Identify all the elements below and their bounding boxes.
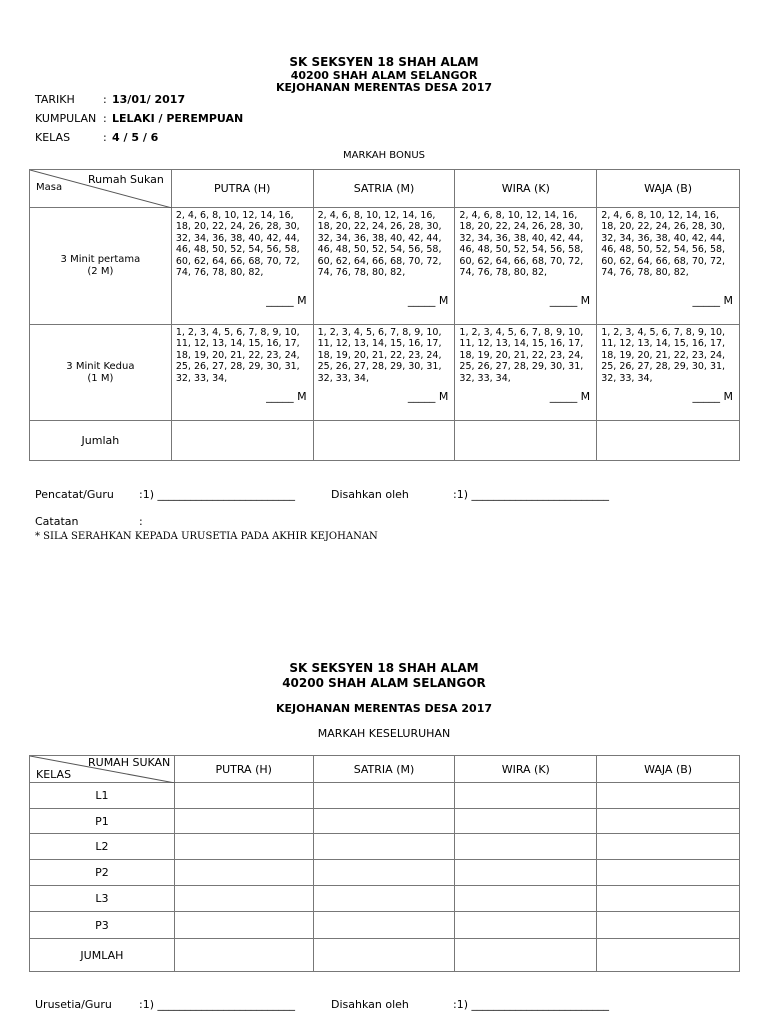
class-label: P2 [30,860,175,886]
score-cell[interactable] [597,834,740,860]
secretariat-signature-line[interactable]: :1) _________________________ [139,998,295,1011]
field-value-kelas: 4 / 5 / 6 [112,131,159,144]
score-cell[interactable] [455,834,597,860]
school-address: 40200 SHAH ALAM SELANGOR [290,69,478,82]
row-label [30,208,172,325]
event-title-2: KEJOHANAN MERENTAS DESA 2017 [275,702,493,715]
column-header-putra: PUTRA (H) [171,170,313,208]
score-cell[interactable] [313,860,455,886]
bonus-table [29,169,740,461]
class-label: L3 [30,886,175,912]
overall-table [29,755,740,972]
score-cell[interactable] [174,834,313,860]
table-row [30,783,740,809]
score-cell[interactable] [313,834,455,860]
row-label-title: 3 Minit Kedua [66,360,135,372]
score-cell[interactable] [455,912,597,939]
table-row [30,886,740,912]
column-header-waja: WAJA (B) [597,756,740,783]
number-list: 1, 2, 3, 4, 5, 6, 7, 8, 9, 10, 11, 12, 13, 14, 15, 16, 17, 18, 19, 20, 21, 22, 23, 24, 25, 26, 27, 28, 29, 30, 31, 32, 33, 34, [175,327,300,384]
secretariat-label: Urusetia/Guru [35,998,112,1011]
table-row [30,912,740,939]
score-cell[interactable] [313,783,455,809]
number-cell[interactable] [313,325,455,421]
event-title: KEJOHANAN MERENTAS DESA 2017 [275,81,493,94]
row-label-marks: (2 M) [87,266,114,277]
total-label: Jumlah [30,421,172,461]
column-header-wira: WIRA (K) [455,170,597,208]
number-cell[interactable] [171,208,313,325]
notes-sep: : [139,515,143,528]
overall-corner-cell [30,756,175,783]
row-label [30,325,172,421]
number-list: 1, 2, 3, 4, 5, 6, 7, 8, 9, 10, 11, 12, 13, 14, 15, 16, 17, 18, 19, 20, 21, 22, 23, 24, 25, 26, 27, 28, 29, 30, 31, 32, 33, 34, [601,327,726,384]
number-list: 2, 4, 6, 8, 10, 12, 14, 16, 18, 20, 22, 24, 26, 28, 30, 32, 34, 36, 38, 40, 42, 44, 46, 48, 50, 52, 54, 56, 58, 60, 62, 64, 66, 68, 70, 72, 74, 76, 78, 80, 82, [317,210,442,279]
corner-label-kelas: KELAS [36,768,72,781]
total-cell[interactable] [313,421,455,461]
number-cell[interactable] [171,325,313,421]
total-cell[interactable] [455,939,597,972]
total-cell[interactable] [313,939,455,972]
school-name: SK SEKSYEN 18 SHAH ALAM [289,55,479,69]
score-cell[interactable] [174,860,313,886]
number-cell[interactable] [455,208,597,325]
field-label-kelas: KELAS [35,131,71,144]
field-value-kumpulan: LELAKI / PEREMPUAN [112,112,244,125]
number-cell[interactable] [597,325,740,421]
marks-blank: _____ M [549,390,591,403]
table-row [30,325,740,421]
score-cell[interactable] [313,809,455,834]
score-cell[interactable] [455,860,597,886]
field-value-tarikh: 13/01/ 2017 [112,93,186,106]
score-cell[interactable] [174,886,313,912]
overall-table-title: MARKAH KESELURUHAN [317,727,451,740]
table-row-total [30,939,740,972]
score-cell[interactable] [455,783,597,809]
column-header-wira: WIRA (K) [455,756,597,783]
table-row-total [30,421,740,461]
marks-blank: _____ M [266,390,307,403]
score-cell[interactable] [597,886,740,912]
score-cell[interactable] [313,912,455,939]
table-row [30,208,740,325]
bonus-corner-cell [30,170,172,208]
school-name-2: SK SEKSYEN 18 SHAH ALAM [289,661,479,675]
class-label: L1 [30,783,175,809]
number-cell[interactable] [455,325,597,421]
bonus-table-title: MARKAH BONUS [342,150,426,161]
recorder-label: Pencatat/Guru [35,488,114,501]
field-label-tarikh: TARIKH [35,93,75,106]
number-list: 1, 2, 3, 4, 5, 6, 7, 8, 9, 10, 11, 12, 13, 14, 15, 16, 17, 18, 19, 20, 21, 22, 23, 24, 25, 26, 27, 28, 29, 30, 31, 32, 33, 34, [459,327,584,384]
column-header-satria: SATRIA (M) [313,170,455,208]
score-cell[interactable] [597,860,740,886]
number-list: 2, 4, 6, 8, 10, 12, 14, 16, 18, 20, 22, 24, 26, 28, 30, 32, 34, 36, 38, 40, 42, 44, 46, 48, 50, 52, 54, 56, 58, 60, 62, 64, 66, 68, 70, 72, 74, 76, 78, 80, 82, [601,210,726,279]
column-header-putra: PUTRA (H) [174,756,313,783]
table-row [30,860,740,886]
score-cell[interactable] [455,809,597,834]
notes-label: Catatan [35,515,79,528]
total-cell[interactable] [174,939,313,972]
row-label-title: 3 Minit pertama [60,254,141,265]
marks-blank: _____ M [407,294,449,307]
total-cell[interactable] [597,939,740,972]
number-list: 2, 4, 6, 8, 10, 12, 14, 16, 18, 20, 22, 24, 26, 28, 30, 32, 34, 36, 38, 40, 42, 44, 46, 48, 50, 52, 54, 56, 58, 60, 62, 64, 66, 68, 70, 72, 74, 76, 78, 80, 82, [459,210,584,279]
table-row [30,834,740,860]
class-label: P3 [30,912,175,939]
marks-blank: _____ M [692,390,733,403]
school-address-2: 40200 SHAH ALAM SELANGOR [282,676,486,690]
approved-label: Disahkan oleh [331,488,409,501]
marks-blank: _____ M [549,294,591,307]
field-label-kumpulan: KUMPULAN [35,112,97,125]
number-cell[interactable] [597,208,740,325]
notes-text: * SILA SERAHKAN KEPADA URUSETIA PADA AKHIR KEJOHANAN [35,531,378,542]
total-cell[interactable] [171,421,313,461]
number-list: 2, 4, 6, 8, 10, 12, 14, 16, 18, 20, 22, 24, 26, 28, 30, 32, 34, 36, 38, 40, 42, 44, 46, 48, 50, 52, 54, 56, 58, 60, 62, 64, 66, 68, 70, 72, 74, 76, 78, 80, 82, [175,210,300,279]
marks-blank: _____ M [692,294,733,307]
approved-signature-line-2[interactable]: :1) _________________________ [453,998,609,1011]
marks-blank: _____ M [407,390,449,403]
total-cell[interactable] [455,421,597,461]
row-label-marks: (1 M) [87,372,114,384]
corner-label-masa: Masa [36,182,63,193]
marks-blank: _____ M [266,294,307,307]
field-sep: : [103,131,107,144]
score-cell[interactable] [174,912,313,939]
approved-signature-line[interactable]: :1) _________________________ [453,488,609,501]
score-cell[interactable] [597,783,740,809]
approved-label-2: Disahkan oleh [331,998,409,1011]
number-list: 1, 2, 3, 4, 5, 6, 7, 8, 9, 10, 11, 12, 13, 14, 15, 16, 17, 18, 19, 20, 21, 22, 23, 24, 25, 26, 27, 28, 29, 30, 31, 32, 33, 34, [317,327,442,384]
corner-label-rumah-sukan: RUMAH SUKAN [88,756,171,769]
score-cell[interactable] [597,809,740,834]
field-sep: : [103,112,107,125]
total-cell[interactable] [597,421,740,461]
score-cell[interactable] [174,783,313,809]
score-cell[interactable] [313,886,455,912]
class-label: L2 [30,834,175,860]
total-label: JUMLAH [30,939,175,972]
corner-label-rumah-sukan: Rumah Sukan [88,173,164,186]
table-row [30,809,740,834]
column-header-satria: SATRIA (M) [313,756,455,783]
recorder-signature-line[interactable]: :1) _________________________ [139,488,295,501]
score-cell[interactable] [597,912,740,939]
score-cell[interactable] [455,886,597,912]
score-cell[interactable] [174,809,313,834]
number-cell[interactable] [313,208,455,325]
column-header-waja: WAJA (B) [597,170,740,208]
class-label: P1 [30,809,175,834]
field-sep: : [103,93,107,106]
